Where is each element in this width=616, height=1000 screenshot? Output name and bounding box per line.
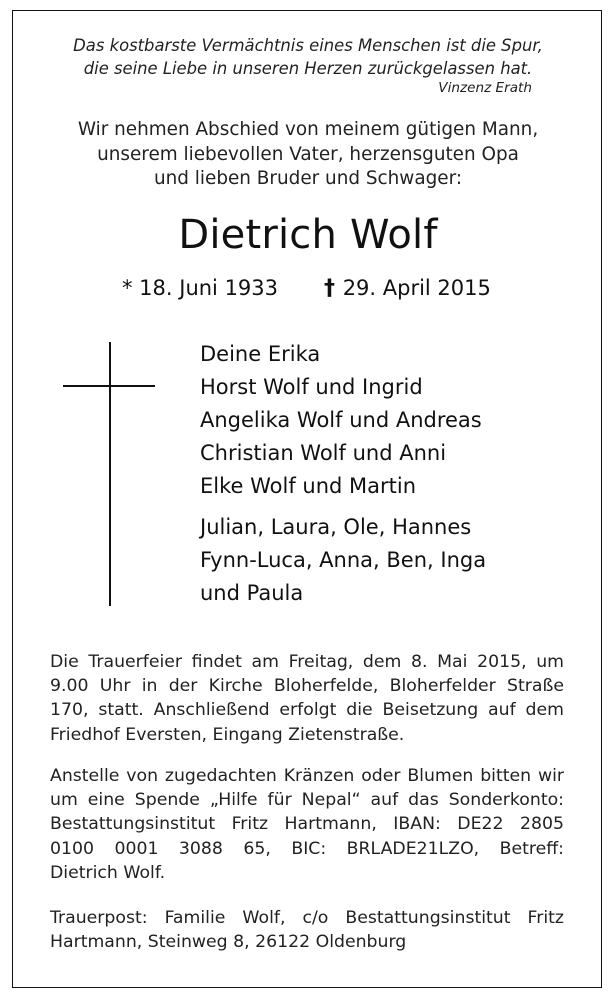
birth-date: * 18. Juni 1933 [122, 276, 279, 300]
family-member: Horst Wolf und Ingrid [200, 375, 423, 399]
quote-author: Vinzenz Erath [438, 80, 532, 96]
mail-info [50, 906, 564, 954]
intro-line: unserem liebevollen Vater, herzensguten Opa [97, 143, 519, 165]
quote-line: Das kostbarste Vermächtnis eines Menschen ist die Spur, [73, 36, 543, 55]
deceased-name: Dietrich Wolf [178, 212, 438, 258]
grandchildren-list [200, 511, 486, 610]
mail-line: Trauerpost: Familie Wolf, c/o Bestattungsinstitut Fritz [50, 908, 564, 928]
grandchildren-line: Fynn-Luca, Anna, Ben, Inga [200, 548, 487, 572]
donation-line: Anstelle von zugedachten Kränzen oder Blumen bitten wir [50, 766, 564, 786]
intro-line: Wir nehmen Abschied von meinem gütigen Mann, [77, 119, 539, 140]
donation-line: Dietrich Wolf. [50, 862, 166, 883]
funeral-line: 170, statt. Anschließend erfolgt die Beisetzung auf dem [50, 700, 564, 721]
family-member: Angelika Wolf und Andreas [200, 408, 482, 432]
dagger-icon: † [324, 276, 335, 301]
grandchildren-line: und Paula [200, 581, 304, 605]
family-member: Elke Wolf und Martin [200, 474, 417, 498]
intro-text [20, 118, 596, 192]
family-member: Deine Erika [200, 342, 321, 366]
donation-info [50, 764, 564, 885]
intro-line: und lieben Bruder und Schwager: [153, 168, 463, 189]
funeral-line: 9.00 Uhr in der Kirche Bloherfelde, Bloherfelder Straße [50, 676, 564, 697]
donation-line: Bestattungsinstitut Fritz Hartmann, IBAN: DE22 2805 [50, 814, 564, 835]
quote-line: die seine Liebe in unseren Herzen zurückgelassen hat. [83, 59, 533, 78]
cross-icon [109, 342, 111, 606]
epigraph-quote [40, 34, 576, 80]
funeral-info [50, 650, 564, 747]
family-list [200, 338, 482, 503]
mail-line: Hartmann, Steinweg 8, 26122 Oldenburg [50, 932, 407, 953]
family-member: Christian Wolf und Anni [200, 441, 447, 465]
death-date-line [324, 276, 491, 301]
cross-icon-bar [63, 385, 155, 387]
donation-line: um eine Spende „Hilfe für Nepal“ auf das Sonderkonto: [50, 790, 564, 811]
death-date: 29. April 2015 [342, 276, 491, 300]
funeral-line: Die Trauerfeier findet am Freitag, dem 8. Mai 2015, um [50, 652, 564, 672]
grandchildren-line: Julian, Laura, Ole, Hannes [200, 515, 472, 539]
funeral-line: Friedhof Eversten, Eingang Zietenstraße. [50, 724, 405, 745]
donation-line: 0100 0001 3088 65, BIC: BRLADE21LZO, Betreff: [50, 838, 564, 859]
